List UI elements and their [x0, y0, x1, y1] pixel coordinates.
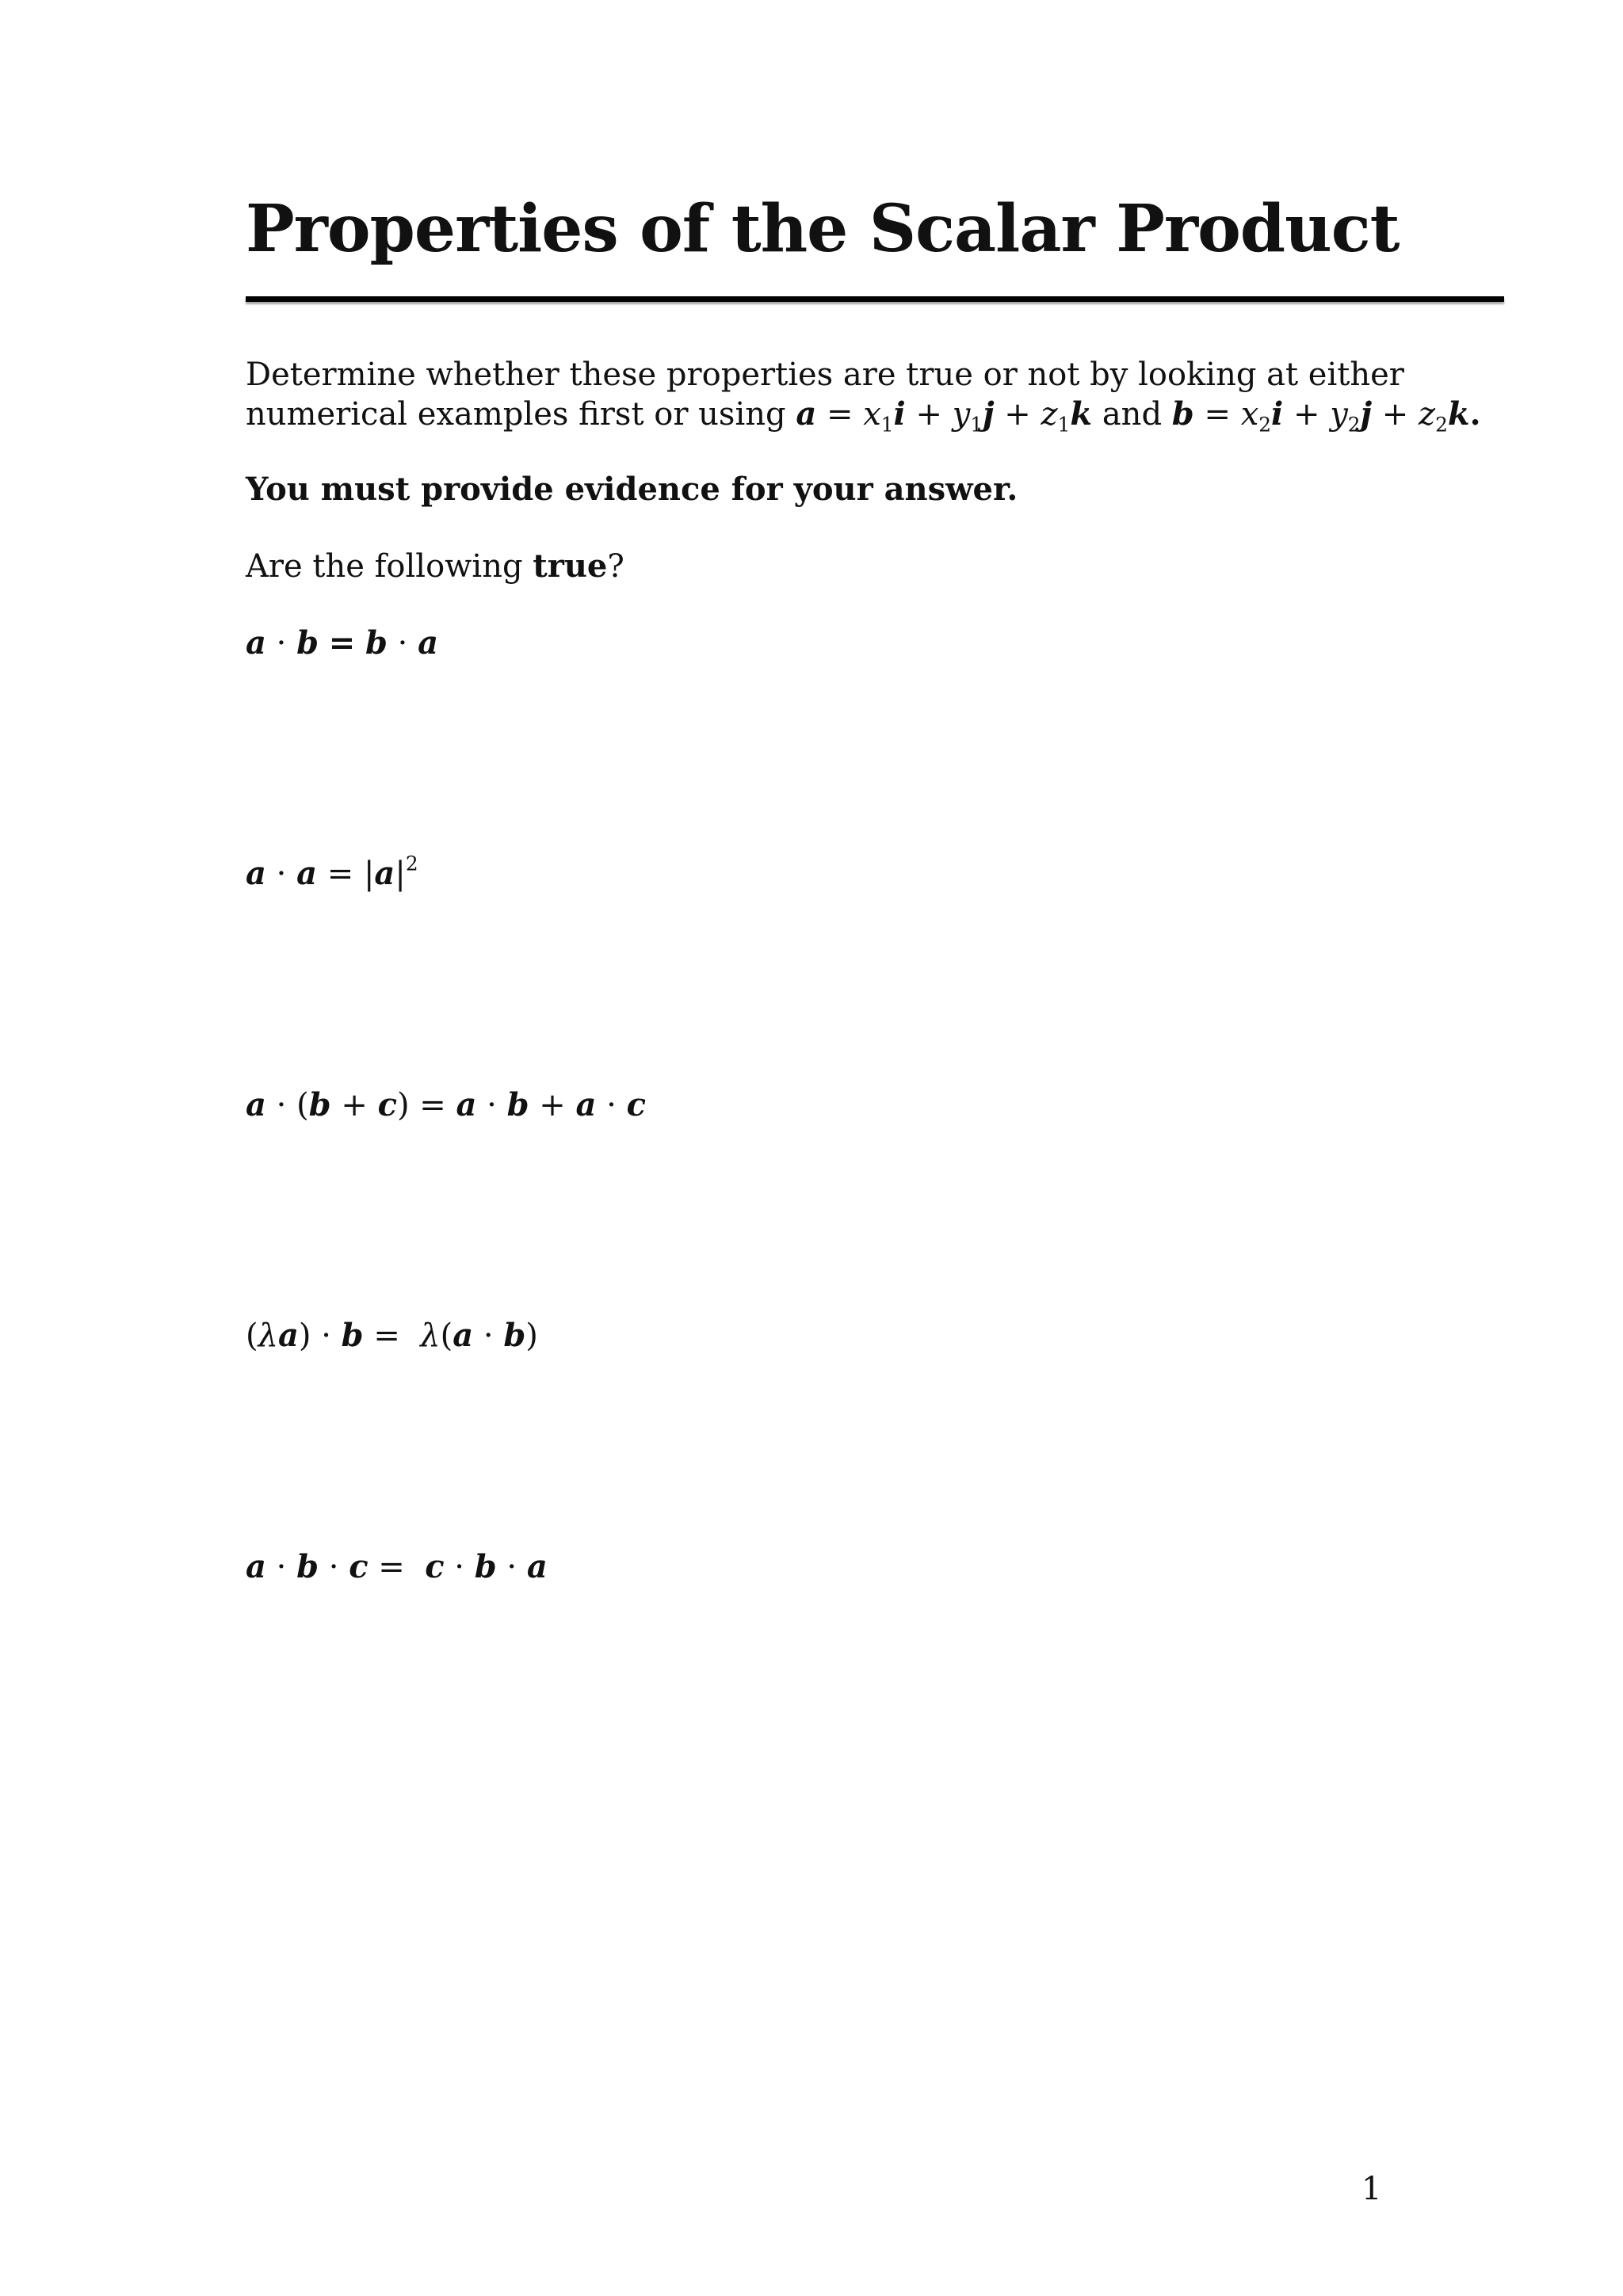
question-suffix: ? — [607, 548, 624, 585]
vector-b-definition: $b = x_2i + y_2j + z_2k$ — [1171, 395, 1470, 437]
instructions-line-2-text: numerical examples first or using — [246, 396, 796, 433]
question-prompt — [246, 547, 624, 586]
property-scalar-multiplication: (λa) · b = λ(a · b) — [246, 1317, 538, 1354]
instructions-end-punctuation: . — [1469, 395, 1481, 433]
property-commutative: a · b = b · a — [246, 624, 439, 662]
instructions-connector: and — [1102, 396, 1163, 433]
instructions-paragraph — [246, 355, 1529, 437]
property-triple-product: a · b · c = c · b · a — [246, 1548, 548, 1585]
property-distributive: a · (b + c) = a · b + a · c — [246, 1086, 646, 1123]
question-prefix: Are the following — [246, 548, 533, 585]
evidence-requirement: You must provide evidence for your answer. — [246, 471, 1018, 508]
instructions-line-2 — [246, 395, 1529, 437]
instructions-line-1: Determine whether these properties are true or not by looking at either — [246, 357, 1404, 393]
page-title: Properties of the Scalar Product — [246, 191, 1400, 267]
question-emphasis: true — [533, 547, 608, 585]
page-number: 1 — [1361, 2171, 1382, 2207]
property-magnitude-squared: $a \cdot a = |a|^2$ — [246, 852, 418, 892]
title-underline — [246, 296, 1504, 302]
vector-a-definition: $a = x_1i + y_1j + z_1k$ — [796, 395, 1093, 437]
